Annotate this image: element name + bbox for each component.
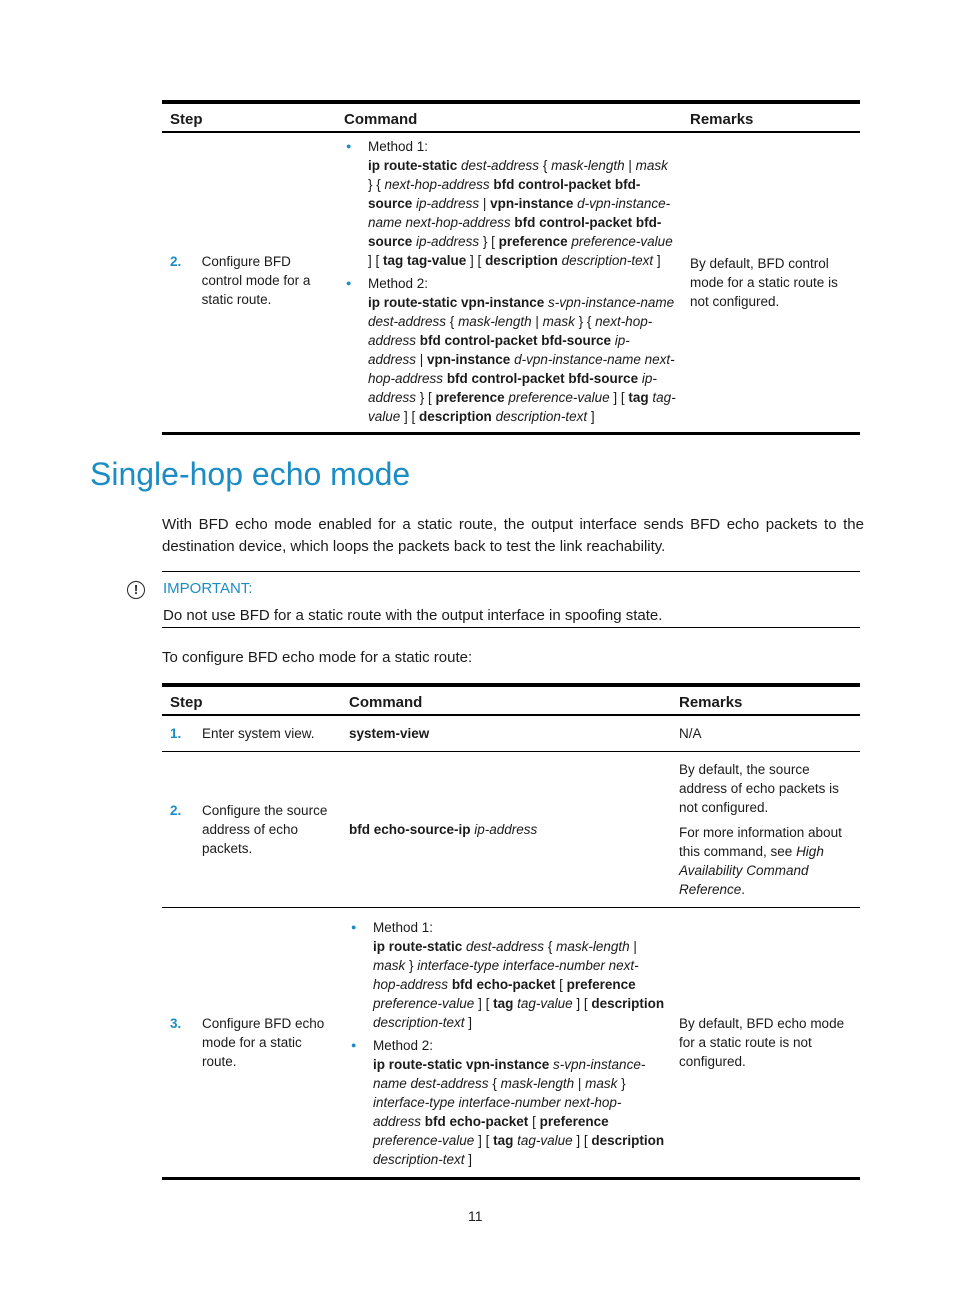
command-punctuation: ] (587, 409, 595, 424)
lead-text: To configure BFD echo mode for a static route: (162, 649, 473, 666)
command-punctuation: | (531, 314, 543, 329)
header-step: Step (162, 102, 336, 132)
command-argument: interface-type interface-number next-hop-address (373, 958, 639, 992)
step-description: Enter system view. (202, 726, 315, 741)
command-argument: interface-type interface-number next-hop-address (373, 1095, 622, 1129)
command-argument: mask (542, 314, 575, 329)
command-keyword: vpn-instance (427, 352, 511, 367)
command-punctuation: | (479, 196, 491, 211)
command-keyword: ip route-static (373, 939, 463, 954)
command-syntax (349, 820, 665, 839)
command-keyword: tag (628, 390, 649, 405)
command-argument: d-vpn-instance-name next-hop-address (368, 196, 671, 230)
command-punctuation: | (416, 352, 428, 367)
command-keyword: preference (566, 977, 636, 992)
table-row (162, 715, 860, 752)
step-number: 3. (170, 1016, 182, 1031)
divider (162, 571, 860, 572)
command-argument: s-vpn-instance-name dest-address (373, 1057, 646, 1091)
command-keyword: tag-value (403, 253, 467, 268)
command-punctuation: ] (653, 253, 661, 268)
command-argument: ip-address (470, 822, 538, 837)
command-argument: preference-value (373, 996, 475, 1011)
method-label: ● Method 1: (368, 139, 429, 154)
command-keyword: tag (493, 996, 514, 1011)
header-command: Command (341, 685, 671, 715)
command-punctuation: ] [ (368, 253, 384, 268)
table-row (162, 908, 860, 1179)
command-keyword: vpn-instance (490, 196, 574, 211)
header-step: Step (162, 685, 341, 715)
list-item (344, 274, 676, 426)
command-argument: d-vpn-instance-name next-hop-address (368, 352, 675, 386)
command-syntax (368, 293, 676, 426)
command-argument: ip-address (412, 234, 480, 249)
command-argument: mask (585, 1076, 618, 1091)
header-command: Command (336, 102, 682, 132)
remark-reference: For more information about this command, see High Availability Command Reference. (679, 825, 842, 897)
list-item (349, 1036, 665, 1169)
command-punctuation: ] [ (474, 1133, 494, 1148)
remark-cell: By default, BFD control mode for a static route is not configured. (682, 132, 860, 434)
command-argument: tag-value (513, 1133, 573, 1148)
command-argument: preference-value (373, 1133, 475, 1148)
command-keyword: bfd control-packet bfd-source (443, 371, 639, 386)
bfd-control-table (162, 100, 860, 435)
list-item (344, 137, 676, 270)
command-argument: mask (635, 158, 668, 173)
command-keyword: ip route-static (368, 158, 458, 173)
command-punctuation: | (574, 1076, 586, 1091)
command-punctuation: ] (464, 1152, 473, 1167)
command-keyword: description (591, 1133, 665, 1148)
reference-title: High Availability Command Reference (679, 844, 824, 897)
command-keyword: description (485, 253, 558, 268)
command-punctuation: ] [ (609, 390, 629, 405)
command-argument: mask (373, 958, 406, 973)
command-punctuation: } { (368, 177, 385, 192)
command-punctuation: { (539, 158, 552, 173)
command-keyword: preference (435, 390, 505, 405)
command-punctuation: | (629, 939, 637, 954)
command-punctuation: { (446, 314, 459, 329)
step-description: Configure the source address of echo packets. (202, 803, 328, 856)
header-remarks: Remarks (671, 685, 860, 715)
command-syntax (368, 156, 676, 270)
bfd-echo-table (162, 683, 860, 1180)
command-keyword: tag (493, 1133, 514, 1148)
intro-paragraph: With BFD echo mode enabled for a static route, the output interface sends BFD echo packets to the destination device, which loops the packets back to test the link reachability. (162, 516, 864, 555)
command-keyword: bfd echo-source-ip (349, 822, 471, 837)
command-argument: dest-address (457, 158, 540, 173)
command-argument: preference-value (567, 234, 673, 249)
step-description: Configure BFD control mode for a static route. (201, 254, 311, 307)
divider (162, 627, 860, 628)
command-punctuation: } (405, 958, 418, 973)
command-punctuation: ] [ (572, 996, 592, 1011)
command-argument: preference-value (504, 390, 610, 405)
command-punctuation: ] [ (466, 253, 486, 268)
command-punctuation: { (544, 939, 557, 954)
command-punctuation: } (617, 1076, 626, 1091)
command-keyword: bfd control-packet bfd-source (416, 333, 612, 348)
command-argument: tag-value (513, 996, 573, 1011)
command-keyword: bfd echo-packet (448, 977, 556, 992)
command-keyword: preference (539, 1114, 609, 1129)
command-argument: description-text (373, 1015, 465, 1030)
command-argument: description-text (557, 253, 654, 268)
step-number: 1. (170, 726, 182, 741)
command-keyword: bfd control-packet bfd-source (368, 177, 641, 211)
method-label: ● Method 1: (373, 920, 434, 935)
command-punctuation: [ (528, 1114, 540, 1129)
command-keyword: description (419, 409, 492, 424)
command-argument: mask-length (551, 158, 625, 173)
remark-cell: N/A (671, 715, 860, 752)
important-text: Do not use BFD for a static route with the output interface in spoofing state. (163, 607, 663, 624)
command-punctuation: } [ (416, 390, 436, 405)
command-argument: ip-address (412, 196, 480, 211)
remark-default: By default, the source address of echo packets is not configured. (679, 762, 839, 815)
command-keyword: ip route-static vpn-instance (373, 1057, 550, 1072)
page-number: 11 (468, 1208, 483, 1224)
step-number: 2. (170, 254, 182, 269)
command-argument: dest-address (462, 939, 545, 954)
remark-cell: By default, BFD echo mode for a static route is not configured. (671, 908, 860, 1179)
command-argument: next-hop-address (384, 177, 490, 192)
important-label: IMPORTANT: (163, 580, 253, 597)
command-argument: mask-length (556, 939, 630, 954)
command-syntax (373, 937, 665, 1032)
command-keyword: bfd echo-packet (421, 1114, 529, 1129)
command-punctuation: [ (555, 977, 567, 992)
command-argument: description-text (373, 1152, 465, 1167)
command-argument: mask-length (500, 1076, 575, 1091)
header-remarks: Remarks (682, 102, 860, 132)
command-argument: next-hop-address (368, 314, 653, 348)
command-punctuation: } [ (479, 234, 499, 249)
command-argument: ip-address (368, 371, 657, 405)
table-row (162, 132, 860, 434)
command-syntax (373, 1055, 665, 1169)
important-icon: ! (127, 581, 145, 599)
command-argument: ip-address (368, 333, 630, 367)
table-row (162, 752, 860, 908)
command-punctuation: | (624, 158, 636, 173)
command-argument: mask-length (458, 314, 532, 329)
method-list (344, 137, 676, 426)
method-list (349, 918, 665, 1169)
command-keyword: description (591, 996, 665, 1011)
command-argument: s-vpn-instance-name dest-address (368, 295, 675, 329)
command-argument: description-text (491, 409, 588, 424)
command-punctuation: ] [ (572, 1133, 592, 1148)
command-punctuation: ] [ (400, 409, 420, 424)
method-label: ● Method 2: (368, 276, 429, 291)
list-item (349, 918, 665, 1032)
command-keyword: ip route-static vpn-instance (368, 295, 545, 310)
command-punctuation: } { (574, 314, 596, 329)
command-punctuation: ] (464, 1015, 473, 1030)
section-title: Single-hop echo mode (90, 456, 411, 492)
command-punctuation: ] [ (474, 996, 494, 1011)
command-keyword: preference (498, 234, 568, 249)
command-argument: tag-value (368, 390, 676, 424)
command-keyword: bfd control-packet bfd-source (368, 215, 662, 249)
step-description: Configure BFD echo mode for a static route. (202, 1016, 325, 1069)
step-number: 2. (170, 803, 182, 818)
command-syntax: system-view (341, 715, 671, 752)
command-punctuation: { (488, 1076, 501, 1091)
command-keyword: tag (383, 253, 404, 268)
method-label: ● Method 2: (373, 1038, 434, 1053)
